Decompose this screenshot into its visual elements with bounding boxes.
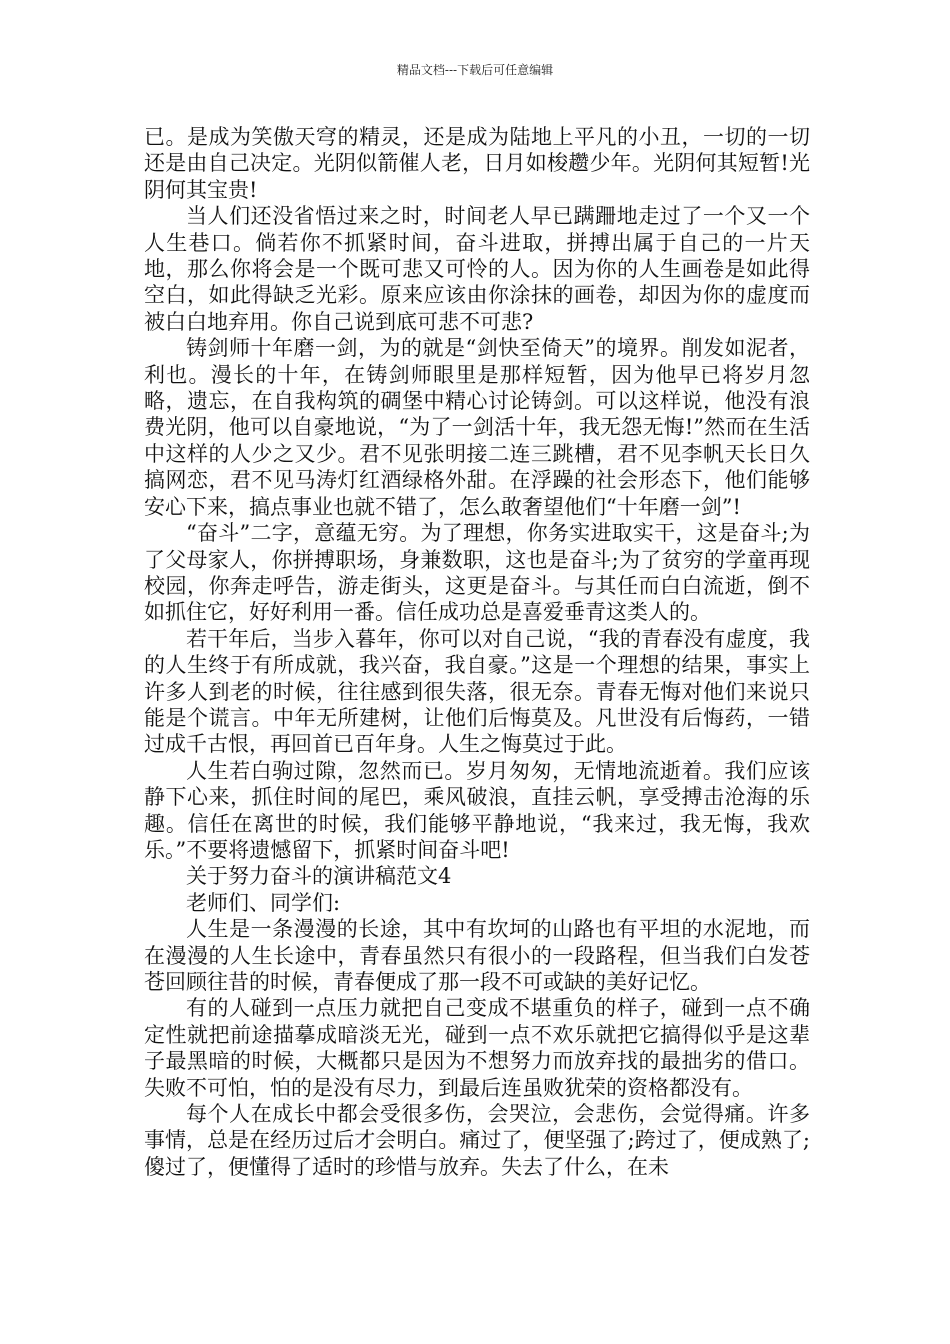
document-body — [144, 124, 810, 1180]
paragraph: 有的人碰到一点压力就把自己变成不堪重负的样子，碰到一点不确定性就把前途描摹成暗淡无光，碰到一点不欢乐就把它搞得似乎是这辈子最黑暗的时候，大概都只是因为不想努力而放弃找的最拙劣的借口。失败不可怕，怕的是没有尽力，到最后连虽败犹荣的资格都没有。 — [144, 996, 810, 1100]
section-heading: 关于努力奋斗的演讲稿范文4 — [186, 864, 452, 889]
page-header: 精品文档---下载后可任意编辑 — [396, 63, 554, 77]
paragraph: 人生若白驹过隙，忽然而已。岁月匆匆，无情地流逝着。我们应该静下心来，抓住时间的尾巴，乘风破浪，直挂云帆，享受搏击沧海的乐趣。信任在离世的时候，我们能够平静地说，“我来过，我无悔，我欢乐。”不要将遗憾留下，抓紧时间奋斗吧! — [144, 758, 810, 862]
paragraph: 若干年后，当步入暮年，你可以对自己说，“我的青春没有虚度，我的人生终于有所成就，我兴奋，我自豪。”这是一个理想的结果，事实上许多人到老的时候，往往感到很失落，很无奈。青春无悔对他们来说只能是个谎言。中年无所建树，让他们后悔莫及。凡世没有后悔药，一错过成千古恨，再回首已百年身。人生之悔莫过于此。 — [144, 626, 810, 757]
paragraph: 每个人在成长中都会受很多伤，会哭泣，会悲伤，会觉得痛。许多事情，总是在经历过后才会明白。痛过了，便坚强了;跨过了，便成熟了;傻过了，便懂得了适时的珍惜与放弃。失去了什么，在未 — [144, 1102, 810, 1179]
paragraph: 铸剑师十年磨一剑，为的就是“剑快至倚天”的境界。削发如泥者，利也。漫长的十年，在铸剑师眼里是那样短暂，因为他早已将岁月忽略，遗忘，在自我构筑的碉堡中精心讨论铸剑。可以这样说，他没有浪费光阴，他可以自豪地说，“为了一剑活十年，我无怨无悔!”然而在生活中这样的人少之又少。君不见张明接二连三跳槽，君不见李帆天长日久搞网恋，君不见马涛灯红酒绿格外甜。在浮躁的社会形态下，他们能够安心下来，搞点事业也就不错了，怎么敢奢望他们“十年磨一剑”! — [144, 336, 810, 519]
paragraph: 人生是一条漫漫的长途，其中有坎坷的山路也有平坦的水泥地，而在漫漫的人生长途中，青春虽然只有很小的一段路程，但当我们白发苍苍回顾往昔的时候，青春便成了那一段不可或缺的美好记忆。 — [144, 917, 810, 994]
salutation: 老师们、同学们: — [186, 890, 341, 915]
paragraph: 当人们还没省悟过来之时，时间老人早已蹒跚地走过了一个又一个人生巷口。倘若你不抓紧时间，奋斗进取，拼搏出属于自己的一片天地，那么你将会是一个既可悲又可怜的人。因为你的人生画卷是如此得空白，如此得缺乏光彩。原来应该由你涂抹的画卷，却因为你的虚度而被白白地弃用。你自己说到底可悲不可悲? — [144, 204, 810, 334]
paragraph: “奋斗”二字，意蕴无穷。为了理想，你务实进取实干，这是奋斗;为了父母家人，你拼搏职场，身兼数职，这也是奋斗;为了贫穷的学童再现校园，你奔走呼告，游走街头，这更是奋斗。与其任而白白流逝，倒不如抓住它，好好利用一番。信任成功总是喜爱垂青这类人的。 — [144, 521, 810, 625]
paragraph: 已。是成为笑傲天穹的精灵，还是成为陆地上平凡的小丑，一切的一切还是由自己决定。光阴似箭催人老，日月如梭趱少年。光阴何其短暂!光阴何其宝贵! — [144, 125, 810, 202]
